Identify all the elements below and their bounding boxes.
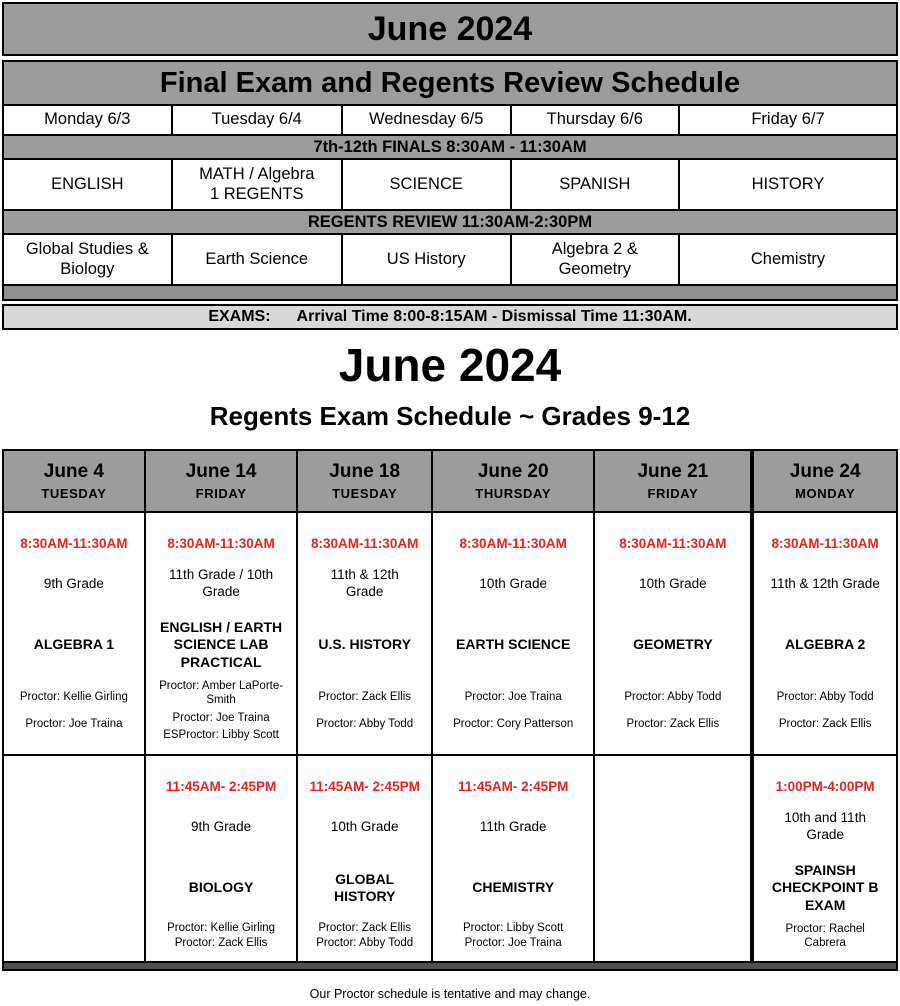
exam-slot-june-20-morning [433,513,595,756]
exam-slot-june-24-morning [752,513,896,756]
column-day: TUESDAY [332,486,398,501]
exam-proctors [298,677,431,754]
column-day: FRIDAY [647,486,699,501]
exams-note-label: EXAMS: [208,308,271,325]
exam-time: 8:30AM-11:30AM [311,536,419,551]
divider-band [2,284,898,301]
finals-section-header: 7th-12th FINALS 8:30AM - 11:30AM [2,134,898,160]
column-date: June 21 [637,461,709,482]
column-day: MONDAY [795,486,856,501]
exam-proctors [4,677,144,754]
exam-grade: 9th Grade [191,818,252,834]
column-header-june-18 [298,451,433,513]
exam-time: 11:45AM- 2:45PM [165,779,277,794]
exam-grade: 10th Grade [479,575,547,591]
exam-slot-june-24-afternoon [752,756,896,961]
exam-proctors [146,677,297,754]
proctor-line: Proctor: Zack Ellis [318,921,412,934]
proctor-line: Proctor: Joe Traina [25,718,123,731]
exam-time: 11:45AM- 2:45PM [458,779,569,794]
proctor-line: ESProctor: Libby Scott [163,728,279,741]
finals-subject: ENGLISH [4,160,173,209]
day-header: Friday 6/7 [751,110,825,129]
exam-proctors [595,677,750,754]
review-subject: US History [343,235,512,284]
column-date: June 14 [185,461,257,482]
proctor-line: Proctor: Joe Traina [464,937,562,950]
exam-name: EARTH SCIENCE [456,636,571,653]
exam-proctors [754,677,896,754]
regents-header-row [4,451,896,513]
exam-slot-june-20-afternoon [433,756,595,961]
finals-subjects-row [2,158,898,211]
regents-afternoon-row [4,756,896,961]
finals-subject: MATH / Algebra 1 REGENTS [173,160,343,209]
finals-month-title: June 2024 [2,2,898,56]
column-header-june-21 [595,451,752,513]
column-header-june-14 [146,451,299,513]
column-header-june-24 [752,451,896,513]
exam-time: 11:45AM- 2:45PM [309,779,420,794]
proctor-line: Proctor: Zack Ellis [778,718,872,731]
exam-name: SPAINSH CHECKPOINT B EXAM [771,861,879,913]
exam-proctors [298,920,431,961]
table-bottom-bar [4,961,896,969]
exam-name: ALGEBRA 2 [784,636,866,653]
proctor-line: Proctor: Abby Todd [316,937,414,950]
exam-time: 8:30AM-11:30AM [20,536,128,551]
review-subject: Algebra 2 & Geometry [512,235,681,284]
finals-subject: SPANISH [512,160,681,209]
proctor-line: Proctor: Kellie Girling [19,690,128,703]
exam-name: ALGEBRA 1 [33,636,115,653]
proctor-line: Proctor: Zack Ellis [318,690,412,703]
finals-subject: SCIENCE [343,160,512,209]
exam-proctors [146,920,297,961]
proctor-line: Proctor: Joe Traina [172,711,270,724]
proctor-line: Proctor: Libby Scott [463,921,564,934]
exam-slot-june-4-afternoon-empty [4,756,146,961]
column-header-june-20 [433,451,595,513]
exam-slot-june-18-afternoon [298,756,433,961]
exam-grade: 11th Grade / 10th Grade [169,567,274,599]
exam-proctors [433,677,593,754]
proctor-line: Proctor: Abby Todd [624,690,722,703]
column-header-june-4 [4,451,146,513]
day-header: Monday 6/3 [4,106,173,134]
review-section-header: REGENTS REVIEW 11:30AM-2:30PM [2,209,898,235]
exam-grade: 9th Grade [43,575,104,591]
exam-grade: 10th Grade [330,818,399,834]
exam-slot-june-14-morning [146,513,299,756]
exam-grade: 11th & 12th Grade [770,575,880,591]
proctor-line: Proctor: Rachel Cabrera [785,922,865,949]
exam-grade: 10th Grade [639,575,707,591]
proctor-line: Proctor: Joe Traina [464,690,562,703]
exam-name: GEOMETRY [633,636,713,653]
review-subject: Chemistry [750,249,826,268]
day-header: Tuesday 6/4 [173,106,343,134]
exams-note-band [2,304,898,330]
regents-month-title: June 2024 [338,339,562,391]
column-day: THURSDAY [475,486,552,501]
exam-time: 1:00PM-4:00PM [775,779,875,794]
exam-time: 8:30AM-11:30AM [459,536,567,551]
exam-name: ENGLISH / EARTH SCIENCE LAB PRACTICAL [160,618,283,670]
proctor-line: Proctor: Zack Ellis [626,718,720,731]
column-date: June 24 [789,461,861,482]
proctor-line: Proctor: Abby Todd [776,690,874,703]
column-date: June 18 [329,461,401,482]
exam-time: 8:30AM-11:30AM [771,536,879,551]
exam-name: CHEMISTRY [472,879,555,896]
exams-note-text: Arrival Time 8:00-8:15AM - Dismissal Time 11:30AM. [296,308,692,325]
exam-time: 8:30AM-11:30AM [167,536,275,551]
finals-schedule-table [2,2,898,330]
exam-time: 8:30AM-11:30AM [619,536,727,551]
footer-note: Our Proctor schedule is tentative and may change. [309,987,591,1001]
exam-slot-june-21-afternoon-empty [595,756,752,961]
column-date: June 4 [43,461,104,482]
exam-grade: 11th & 12th Grade [330,567,399,599]
exam-grade: 11th Grade [479,818,547,834]
exam-grade: 10th and 11th Grade [784,810,866,842]
regents-schedule-title: Regents Exam Schedule ~ Grades 9-12 [209,401,691,431]
regents-schedule-table [2,449,898,971]
exam-proctors [754,920,896,961]
exam-name: U.S. HISTORY [318,636,411,653]
exam-slot-june-18-morning [298,513,433,756]
exam-name: BIOLOGY [188,879,254,896]
review-subject: Global Studies & Biology [4,235,173,284]
review-subjects-row [2,233,898,286]
day-header: Thursday 6/6 [512,106,681,134]
column-date: June 20 [477,461,549,482]
column-day: TUESDAY [41,486,107,501]
column-day: FRIDAY [195,486,247,501]
proctor-line: Proctor: Kellie Girling [167,921,276,934]
finals-schedule-title: Final Exam and Regents Review Schedule [2,60,898,106]
exam-proctors [433,920,593,961]
finals-subject: HISTORY [751,174,825,193]
exam-slot-june-4-morning [4,513,146,756]
day-header: Wednesday 6/5 [343,106,512,134]
finals-days-row [2,104,898,136]
exam-name: GLOBAL HISTORY [333,870,396,904]
exam-slot-june-14-afternoon [146,756,299,961]
review-subject: Earth Science [173,235,343,284]
proctor-line: Proctor: Abby Todd [316,718,414,731]
proctor-line: Proctor: Amber LaPorte-Smith [159,680,284,707]
regents-morning-row [4,513,896,756]
exam-slot-june-21-morning [595,513,752,756]
proctor-line: Proctor: Zack Ellis [174,937,268,950]
proctor-line: Proctor: Cory Patterson [453,718,574,731]
